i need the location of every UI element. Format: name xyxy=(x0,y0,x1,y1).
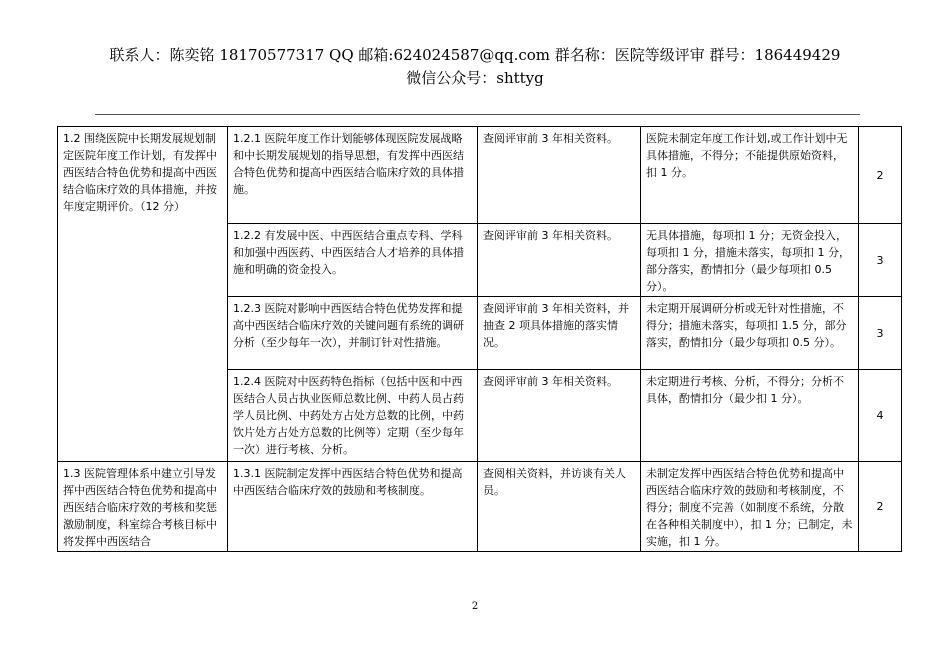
points-cell: 2 xyxy=(859,462,902,552)
scoring-cell: 未定期开展调研分析或无针对性措施，不得分；措施未落实，每项扣 1.5 分，部分落实，酌情扣分（最少每项扣 0.5 分）。 xyxy=(641,297,859,370)
scoring-cell: 未定期进行考核、分析，不得分；分析不具体，酌情扣分（最少扣 1 分）。 xyxy=(641,370,859,462)
contact-line: 联系人：陈奕铭 18170577317 QQ 邮箱:624024587@qq.com 群名称：医院等级评审 群号：186449429 xyxy=(109,46,841,64)
evaluation-table xyxy=(57,126,902,552)
wechat-line: 微信公众号：shttyg xyxy=(406,69,544,87)
item-cell: 1.2 围绕医院中长期发展规划制定医院年度工作计划，有发挥中西医结合特色优势和提高中西医结合临床疗效的具体措施，并按年度定期评价。（12 分） xyxy=(58,127,228,462)
scoring-cell: 未制定发挥中西医结合特色优势和提高中西医结合临床疗效的鼓励和考核制度，不得分；制度不完善（如制度不系统，分散在各种相关制度中），扣 1 分；已制定，未实施，扣 1 分。 xyxy=(641,462,859,552)
standard-cell: 1.2.3 医院对影响中西医结合特色优势发挥和提高中西医结合临床疗效的关键问题有系统的调研分析（至少每年一次），并制订针对性措施。 xyxy=(228,297,478,370)
scoring-cell: 无具体措施，每项扣 1 分；无资金投入，每项扣 1 分，措施未落实，每项扣 1 分，部分落实，酌情扣分（最少每项扣 0.5 分）。 xyxy=(641,224,859,297)
points-cell: 2 xyxy=(859,127,902,224)
method-cell: 查阅相关资料，并访谈有关人员。 xyxy=(478,462,641,552)
method-cell: 查阅评审前 3 年相关资料。 xyxy=(478,224,641,297)
page-number: 2 xyxy=(471,601,479,612)
scoring-cell: 医院未制定年度工作计划,或工作计划中无具体措施，不得分；不能提供原始资料，扣 1 分。 xyxy=(641,127,859,224)
header-divider xyxy=(95,114,860,115)
standard-cell: 1.3.1 医院制定发挥中西医结合特色优势和提高中西医结合临床疗效的鼓励和考核制度。 xyxy=(228,462,478,552)
standard-cell: 1.2.1 医院年度工作计划能够体现医院发展战略和中长期发展规划的指导思想，有发挥中西医结合特色优势和提高中西医结合临床疗效的具体措施。 xyxy=(228,127,478,224)
item-cell: 1.3 医院管理体系中建立引导发挥中西医结合特色优势和提高中西医结合临床疗效的考核和奖惩激励制度，科室综合考核目标中将发挥中西医结合 xyxy=(58,462,228,552)
standard-cell: 1.2.2 有发展中医、中西医结合重点专科、学科和加强中西医药、中西医结合人才培养的具体措施和明确的资金投入。 xyxy=(228,224,478,297)
method-cell: 查阅评审前 3 年相关资料。 xyxy=(478,370,641,462)
method-cell: 查阅评审前 3 年相关资料，并抽查 2 项具体措施的落实情况。 xyxy=(478,297,641,370)
points-cell: 3 xyxy=(859,224,902,297)
table-row xyxy=(58,462,902,552)
standard-cell: 1.2.4 医院对中医药特色指标（包括中医和中西医结合人员占执业医师总数比例、中药人员占药学人员比例、中药处方占处方总数的比例，中药饮片处方占处方总数的比例等）定期（至少每年一次）进行考核、分析。 xyxy=(228,370,478,462)
points-cell: 3 xyxy=(859,297,902,370)
table-row xyxy=(58,127,902,224)
method-cell: 查阅评审前 3 年相关资料。 xyxy=(478,127,641,224)
points-cell: 4 xyxy=(859,370,902,462)
document-header xyxy=(0,44,950,90)
